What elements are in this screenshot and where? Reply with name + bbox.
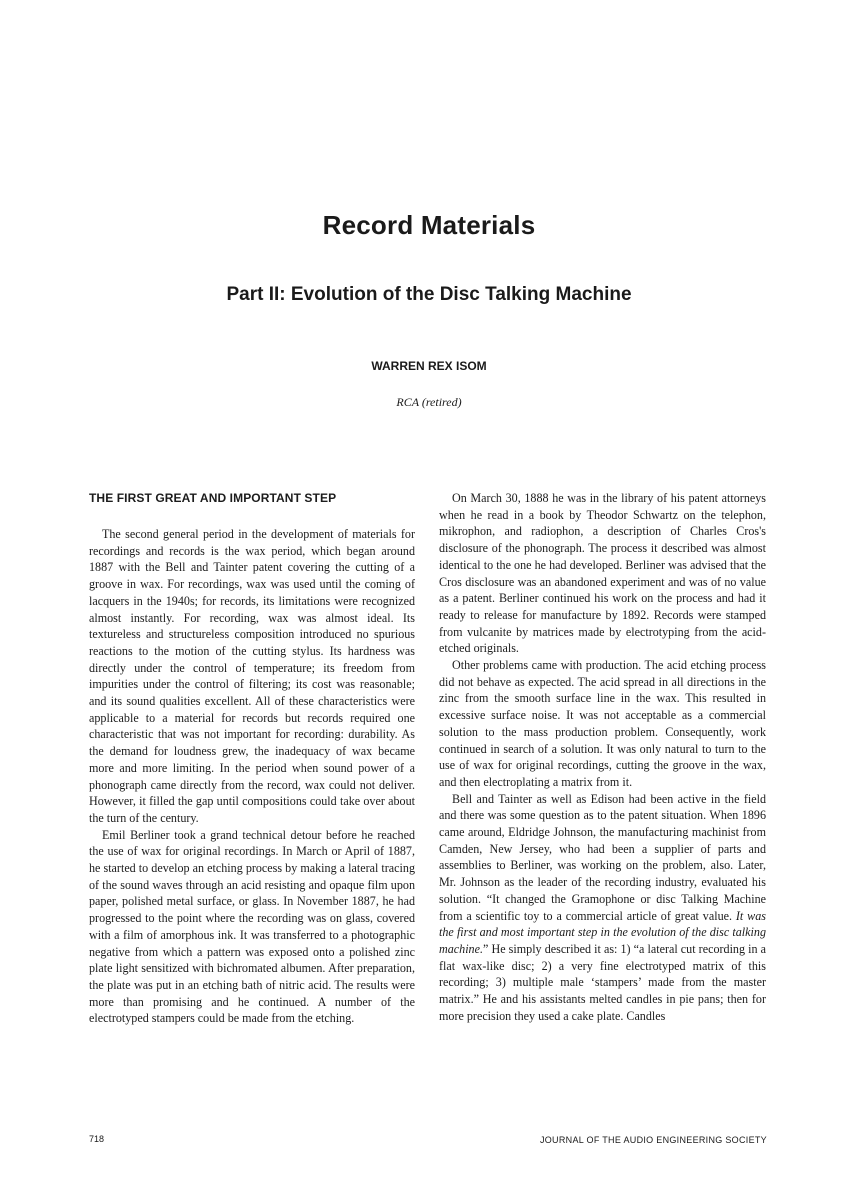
paragraph-text: ” He simply described it as: 1) “a lateral cut recording in a flat wax-like disc; 2) a very fine electrotyped matrix of this recording; 3) multiple male ‘stampers’ made from the master matrix.” He and his assistants melted candles in pie pans; then for more precision they used a cake plate. Candles <box>439 941 766 1023</box>
right-column <box>439 490 766 1025</box>
left-column <box>89 490 415 1027</box>
body-paragraph <box>439 791 766 1025</box>
page-number: 718 <box>89 1134 105 1144</box>
author-name: WARREN REX ISOM <box>371 359 487 373</box>
author-affiliation: RCA (retired) <box>396 395 462 409</box>
body-paragraph: Emil Berliner took a grand technical detour before he reached the use of wax for original recordings. In March or April of 1887, he started to develop an etching process by making a lateral tracing of the sound waves through an acid resisting and opaque film upon paper, polished metal surface, or glass. In November 1887, he had progressed to the point where the recording was on glass, covered with a film of amorphous ink. It was transferred to a photographic negative from which a pattern was exposed onto a polished zinc plate light sensitized with bichromated albumen. After preparation, the plate was put in an etching bath of nitric acid. The results were more than promising and he continued. A number of the electrotyped stampers could be made from the etching. <box>89 827 415 1026</box>
body-paragraph: Other problems came with production. The acid etching process did not behave as expected. The acid spread in all directions in the zinc from the smooth surface line in the wax. This resulted in excessive surface noise. It was not acceptable as a commercial solution to the mass production problem. Consequently, work continued in search of a solution. It was only natural to turn to the use of wax for original recordings, cutting the groove in the wax, and then electroplating a matrix from it. <box>439 658 766 789</box>
body-paragraph: On March 30, 1888 he was in the library of his patent attorneys when he read in a book by Theodor Schwartz on the telephon, mikrophon, and radiophon, a description of Charles Cros's disclosure of the phonograph. The process it described was almost identical to the one he had developed. Berliner was advised that the Cros disclosure was an abandoned experiment and was of no value as a patent. Berliner continued his work on the process and had it ready to release for manufacture by 1892. Records were stamped from vulcanite by matrices made by electrotyping from the acid-etched originals. <box>439 491 766 656</box>
article-subtitle: Part II: Evolution of the Disc Talking Machine <box>226 284 632 305</box>
quoted-emphasis: It was the first and most important step in the evolution of the disc talking machine. <box>439 908 766 956</box>
section-heading: THE FIRST GREAT AND IMPORTANT STEP <box>89 491 337 505</box>
article-title: Record Materials <box>322 210 536 240</box>
paragraph-text: Bell and Tainter as well as Edison had been active in the field and there was some question as to the patent situation. When 1896 came around, Eldridge Johnson, the manufacturing machinist from Camden, New Jersey, who had been a supplier of parts and assemblies to Berliner, was working on the problem, also. Later, Mr. Johnson as the leader of the recording industry, evaluated his solution. “It changed the Gramophone or disc Talking Machine from a scientific toy to a commercial article of great value. <box>439 791 766 923</box>
body-paragraph: The second general period in the development of materials for recordings and records is the wax period, which began around 1887 with the Bell and Tainter patent covering the cutting of a groove in wax. For recordings, wax was used until the coming of lacquers in the 1940s; for records, its limitations were recognized almost instantly. For recording, wax was almost ideal. Its textureless and structureless composition introduced no spurious reactions to the motion of the cutting stylus. Its hardness was directly under the control of temperature; its freedom from impurities under the control of filtering; its cost was reasonable; and its sound qualities excellent. All of these characteristics were applicable to a material for records but records required one characteristic that was not important for recording: durability. As the demand for loudness grew, the inadequacy of wax became more and more limiting. In the period when sound power of a phonograph came directly from the record, wax could not deliver. However, it filled the gap until compositions could take over about the turn of the century. <box>89 527 415 825</box>
journal-name: JOURNAL OF THE AUDIO ENGINEERING SOCIETY <box>539 1135 767 1145</box>
